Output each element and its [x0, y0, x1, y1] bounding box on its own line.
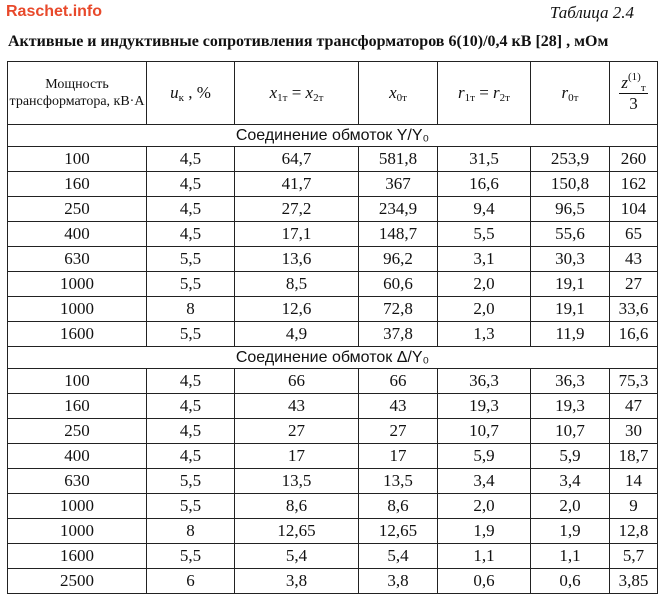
table-cell: 1000 — [8, 297, 147, 322]
table-number: Таблица 2.4 — [549, 3, 634, 22]
table-cell: 1000 — [8, 519, 147, 544]
section-header-row — [8, 125, 658, 147]
uk-unit: , % — [183, 83, 211, 102]
table-cell: 60,6 — [359, 272, 438, 297]
table-cell: 66 — [235, 369, 359, 394]
table-cell: 14 — [610, 469, 658, 494]
table-cell: 43 — [610, 247, 658, 272]
table-cell: 55,6 — [531, 222, 610, 247]
table-cell: 36,3 — [438, 369, 531, 394]
table-cell: 96,2 — [359, 247, 438, 272]
table-cell: 2,0 — [438, 272, 531, 297]
table-cell: 6 — [147, 569, 235, 594]
table-cell: 8,6 — [359, 494, 438, 519]
table-cell: 36,3 — [531, 369, 610, 394]
table-cell: 4,5 — [147, 172, 235, 197]
uk-subscript: к — [178, 92, 184, 104]
table-cell: 19,1 — [531, 272, 610, 297]
table-cell: 13,6 — [235, 247, 359, 272]
table-cell: 43 — [235, 394, 359, 419]
table-cell: 104 — [610, 197, 658, 222]
table-cell: 2500 — [8, 569, 147, 594]
z-denominator: 3 — [629, 93, 638, 113]
table-cell: 12,6 — [235, 297, 359, 322]
table-cell: 1,1 — [531, 544, 610, 569]
table-cell: 367 — [359, 172, 438, 197]
table-cell: 10,7 — [438, 419, 531, 444]
table-row — [8, 569, 658, 594]
x2-symbol: x — [305, 83, 314, 102]
table-cell: 66 — [359, 369, 438, 394]
table-cell: 400 — [8, 222, 147, 247]
table-body — [8, 125, 658, 594]
table-cell: 18,7 — [610, 444, 658, 469]
table-cell: 5,5 — [147, 544, 235, 569]
table-cell: 3,1 — [438, 247, 531, 272]
x1-subscript: 1т — [277, 92, 288, 104]
table-cell: 1000 — [8, 494, 147, 519]
table-cell: 3,8 — [235, 569, 359, 594]
z-superscript: (1) — [627, 70, 641, 83]
table-cell: 8 — [147, 519, 235, 544]
table-cell: 37,8 — [359, 322, 438, 347]
table-cell: 16,6 — [438, 172, 531, 197]
table-cell: 17 — [359, 444, 438, 469]
table-cell: 5,7 — [610, 544, 658, 569]
section-title: Соединение обмоток Y/Y₀ — [8, 125, 658, 147]
table-cell: 27 — [359, 419, 438, 444]
table-row — [8, 494, 658, 519]
r1-subscript: 1т — [464, 92, 475, 104]
r0-subscript: 0т — [568, 92, 579, 104]
header-x0 — [359, 62, 438, 125]
table-cell: 96,5 — [531, 197, 610, 222]
table-cell: 100 — [8, 147, 147, 172]
table-cell: 4,9 — [235, 322, 359, 347]
table-cell: 260 — [610, 147, 658, 172]
table-cell: 1,1 — [438, 544, 531, 569]
table-cell: 2,0 — [438, 297, 531, 322]
table-cell: 9 — [610, 494, 658, 519]
table-cell: 5,9 — [531, 444, 610, 469]
table-cell: 0,6 — [438, 569, 531, 594]
x1-equals: = — [287, 83, 306, 102]
section-title: Соединение обмоток Δ/Y₀ — [8, 347, 658, 369]
table-row — [8, 172, 658, 197]
table-cell: 4,5 — [147, 369, 235, 394]
table-cell: 17 — [235, 444, 359, 469]
table-cell: 4,5 — [147, 222, 235, 247]
table-row — [8, 444, 658, 469]
table-cell: 1,9 — [531, 519, 610, 544]
header-r1-r2 — [438, 62, 531, 125]
table-cell: 150,8 — [531, 172, 610, 197]
table-cell: 160 — [8, 172, 147, 197]
table-cell: 5,5 — [147, 247, 235, 272]
z-fraction — [619, 70, 647, 114]
table-cell: 27 — [235, 419, 359, 444]
x2-subscript: 2т — [313, 92, 324, 104]
table-cell: 27 — [610, 272, 658, 297]
header-z — [610, 62, 658, 125]
table-cell: 581,8 — [359, 147, 438, 172]
table-cell: 162 — [610, 172, 658, 197]
table-cell: 3,4 — [531, 469, 610, 494]
header-r0 — [531, 62, 610, 125]
table-cell: 5,4 — [235, 544, 359, 569]
table-cell: 33,6 — [610, 297, 658, 322]
header-power: Мощность трансформатора, кВ·А — [8, 62, 147, 125]
table-cell: 253,9 — [531, 147, 610, 172]
table-cell: 630 — [8, 469, 147, 494]
table-cell: 43 — [359, 394, 438, 419]
table-cell: 1,9 — [438, 519, 531, 544]
table-cell: 5,5 — [147, 469, 235, 494]
table-caption: Активные и индуктивные сопротивления трансформаторов 6(10)/0,4 кВ [28] , мОм — [8, 33, 609, 50]
table-cell: 4,5 — [147, 394, 235, 419]
table-cell: 2,0 — [438, 494, 531, 519]
table-cell: 5,5 — [147, 272, 235, 297]
r1-symbol: r — [458, 83, 465, 102]
table-cell: 160 — [8, 394, 147, 419]
table-cell: 1600 — [8, 544, 147, 569]
transformer-resistance-table — [7, 61, 658, 594]
table-cell: 250 — [8, 197, 147, 222]
table-row — [8, 147, 658, 172]
table-cell: 2,0 — [531, 494, 610, 519]
table-cell: 30 — [610, 419, 658, 444]
table-row — [8, 519, 658, 544]
z-subscript: т — [640, 81, 646, 94]
table-cell: 65 — [610, 222, 658, 247]
z-numerator — [619, 70, 647, 94]
table-row — [8, 419, 658, 444]
table-cell: 148,7 — [359, 222, 438, 247]
table-cell: 13,5 — [235, 469, 359, 494]
table-cell: 0,6 — [531, 569, 610, 594]
table-cell: 64,7 — [235, 147, 359, 172]
x0-subscript: 0т — [396, 92, 407, 104]
table-cell: 16,6 — [610, 322, 658, 347]
uk-symbol: u — [170, 83, 179, 102]
table-cell: 4,5 — [147, 419, 235, 444]
table-cell: 4,5 — [147, 197, 235, 222]
table-cell: 17,1 — [235, 222, 359, 247]
table-cell: 47 — [610, 394, 658, 419]
table-cell: 12,65 — [235, 519, 359, 544]
table-cell: 100 — [8, 369, 147, 394]
table-cell: 9,4 — [438, 197, 531, 222]
table-cell: 3,85 — [610, 569, 658, 594]
table-cell: 11,9 — [531, 322, 610, 347]
table-row — [8, 297, 658, 322]
header-row — [8, 62, 658, 125]
table-cell: 10,7 — [531, 419, 610, 444]
table-cell: 19,1 — [531, 297, 610, 322]
table-cell: 3,4 — [438, 469, 531, 494]
table-cell: 31,5 — [438, 147, 531, 172]
table-cell: 41,7 — [235, 172, 359, 197]
table-row — [8, 197, 658, 222]
r2-subscript: 2т — [499, 92, 510, 104]
table-cell: 5,5 — [438, 222, 531, 247]
table-cell: 3,8 — [359, 569, 438, 594]
table-cell: 75,3 — [610, 369, 658, 394]
table-cell: 8 — [147, 297, 235, 322]
x1-symbol: x — [269, 83, 278, 102]
table-cell: 5,5 — [147, 494, 235, 519]
table-row — [8, 222, 658, 247]
site-logo[interactable]: Raschet.info — [6, 3, 103, 20]
r1-equals: = — [474, 83, 494, 102]
table-row — [8, 272, 658, 297]
table-cell: 1000 — [8, 272, 147, 297]
table-cell: 250 — [8, 419, 147, 444]
table-row — [8, 544, 658, 569]
table-cell: 1600 — [8, 322, 147, 347]
table-cell: 630 — [8, 247, 147, 272]
header-x1-x2 — [235, 62, 359, 125]
table-row — [8, 394, 658, 419]
z-symbol: z — [621, 72, 628, 92]
r2-symbol: r — [493, 83, 500, 102]
table-cell: 30,3 — [531, 247, 610, 272]
table-cell: 8,5 — [235, 272, 359, 297]
table-cell: 5,4 — [359, 544, 438, 569]
table-cell: 5,5 — [147, 322, 235, 347]
section-header-row — [8, 347, 658, 369]
r0-symbol: r — [561, 83, 569, 102]
table-cell: 8,6 — [235, 494, 359, 519]
table-row — [8, 469, 658, 494]
table-cell: 13,5 — [359, 469, 438, 494]
table-row — [8, 322, 658, 347]
table-cell: 4,5 — [147, 444, 235, 469]
table-row — [8, 369, 658, 394]
table-cell: 400 — [8, 444, 147, 469]
table-cell: 72,8 — [359, 297, 438, 322]
table-cell: 5,9 — [438, 444, 531, 469]
table-cell: 19,3 — [531, 394, 610, 419]
table-cell: 12,8 — [610, 519, 658, 544]
table-cell: 19,3 — [438, 394, 531, 419]
table-cell: 1,3 — [438, 322, 531, 347]
header-uk — [147, 62, 235, 125]
table-row — [8, 247, 658, 272]
table-cell: 27,2 — [235, 197, 359, 222]
x0-symbol: x — [389, 83, 397, 102]
table-cell: 12,65 — [359, 519, 438, 544]
table-cell: 4,5 — [147, 147, 235, 172]
table-cell: 234,9 — [359, 197, 438, 222]
